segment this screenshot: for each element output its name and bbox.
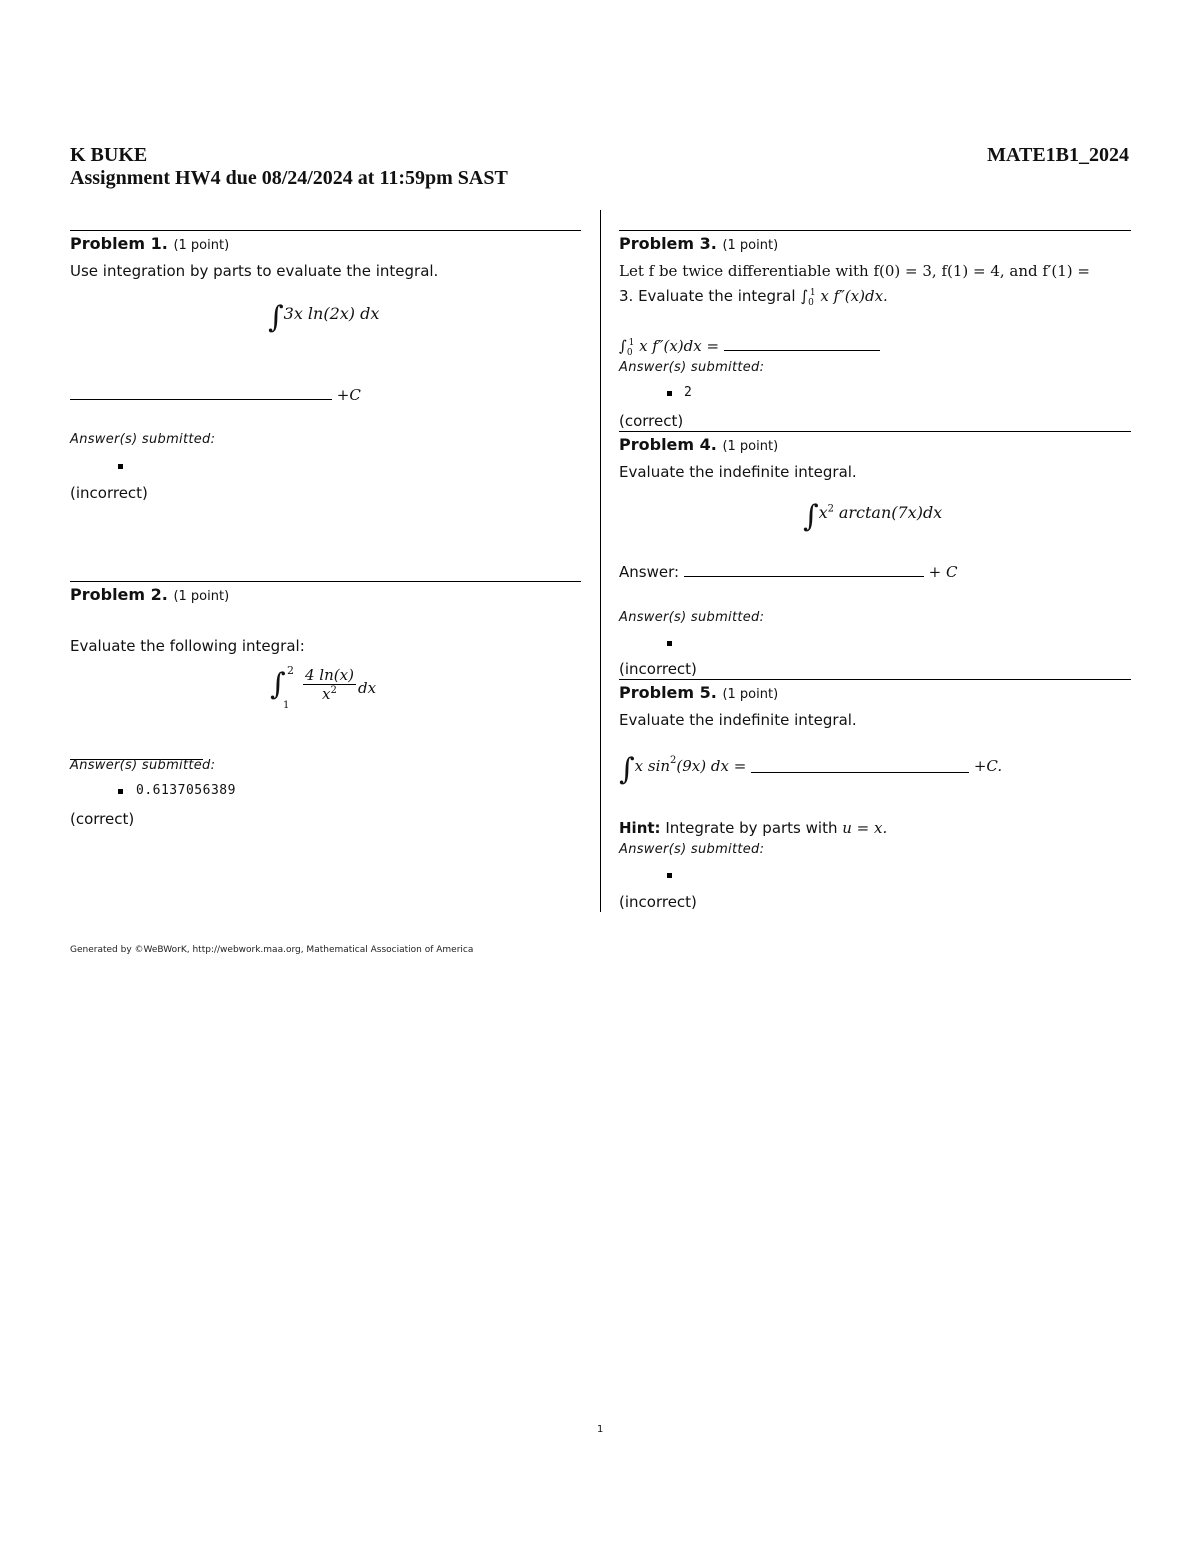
- problem-2-denominator: x: [322, 685, 331, 703]
- problem-5-hint: [619, 819, 887, 837]
- problem-3-answer-bullet: [667, 391, 672, 396]
- problem-3-title: Problem 3.: [619, 234, 717, 253]
- problem-1-integrand: 3x ln(2x) dx: [283, 304, 380, 323]
- problem-2-lower-limit: 1: [283, 700, 290, 711]
- problem-2-text: Evaluate the following integral:: [70, 637, 305, 655]
- problem-4-answer-label: Answer:: [619, 563, 680, 581]
- problem-5-submitted-label: Answer(s) submitted:: [619, 842, 765, 857]
- problem-1-integral: [268, 300, 380, 335]
- problem-3-points: (1 point): [722, 238, 779, 253]
- problem-2-numerator: 4 ln(x): [305, 666, 354, 684]
- problem-5-hint-text: Integrate by parts with: [665, 819, 838, 837]
- problem-2-submitted-label: Answer(s) submitted:: [70, 758, 216, 773]
- problem-4-answer-blank[interactable]: [684, 575, 924, 577]
- problem-3-text-line-2-end: x f″(x)dx.: [820, 287, 888, 305]
- problem-5-integrand-a: x sin: [634, 757, 671, 775]
- problem-1-points: (1 point): [173, 238, 230, 253]
- problem-4-integrand: arctan(7x)dx: [838, 503, 943, 522]
- problem-1-rule: [70, 230, 581, 231]
- student-name: K BUKE: [70, 144, 148, 166]
- problem-3-prompt: x f″(x)dx =: [639, 337, 720, 355]
- problem-4-title: Problem 4.: [619, 435, 717, 454]
- problem-5-answer-blank[interactable]: [751, 771, 969, 773]
- integral-sign-icon: ∫: [270, 667, 286, 702]
- problem-3-text-line-2-start: 3. Evaluate the integral ∫: [619, 287, 809, 305]
- problem-5-heading: [619, 683, 778, 702]
- problem-5-status: (incorrect): [619, 893, 697, 911]
- problem-2-rule: [70, 581, 581, 582]
- column-divider: [600, 210, 601, 912]
- problem-4-submitted-label: Answer(s) submitted:: [619, 610, 765, 625]
- problem-3-text-line-2: 3. Evaluate the integral $\int_0^1$ x f″(x)dx.: [619, 287, 888, 308]
- problem-5-integrand-b: (9x) dx =: [676, 757, 747, 775]
- problem-4-points: (1 point): [722, 439, 779, 454]
- problem-2-upper-limit: 2: [287, 664, 294, 677]
- problem-5-rule: [619, 679, 1131, 680]
- problem-5-hint-math: u = x.: [842, 819, 888, 837]
- problem-5-suffix: +C.: [973, 757, 1003, 775]
- problem-3-status: (correct): [619, 412, 684, 430]
- problem-5-hint-label: Hint:: [619, 819, 661, 837]
- problem-2-status: (correct): [70, 810, 135, 828]
- problem-4-integral: $\int x^2$ arctan(7x)dx: [803, 499, 943, 534]
- problem-1-answer-blank[interactable]: [70, 398, 332, 400]
- problem-5-points: (1 point): [722, 687, 779, 702]
- problem-2-integral: [270, 664, 400, 716]
- problem-3-heading: [619, 234, 778, 253]
- problem-2-title: Problem 2.: [70, 585, 168, 604]
- problem-3-answer-blank[interactable]: [724, 349, 880, 351]
- problem-4-status: (incorrect): [619, 660, 697, 678]
- assignment-title: Assignment HW4 due 08/24/2024 at 11:59pm SAST: [70, 167, 508, 189]
- problem-2-heading: [70, 585, 229, 604]
- problem-1-answer-line: [70, 386, 361, 404]
- problem-1-answer-bullet: [118, 464, 123, 469]
- course-code: MATE1B1_2024: [987, 144, 1129, 166]
- problem-5-title: Problem 5.: [619, 683, 717, 702]
- problem-2-submitted-answer: 0.6137056389: [136, 783, 236, 798]
- problem-4-suffix: + C: [928, 563, 958, 581]
- problem-1-title: Problem 1.: [70, 234, 168, 253]
- problem-3-answer-line: $\int_0^1$ x f″(x)dx =: [619, 337, 880, 358]
- problem-1-suffix: +C: [336, 386, 361, 404]
- problem-2-fraction: $\frac{4 \ln(x)}{x^2}$: [305, 666, 354, 703]
- problem-1-status: (incorrect): [70, 484, 148, 502]
- problem-1-submitted-label: Answer(s) submitted:: [70, 432, 216, 447]
- problem-4-heading: [619, 435, 778, 454]
- problem-4-answer-bullet: [667, 641, 672, 646]
- generated-by-footer: Generated by ©WeBWorK, http://webwork.maa.org, Mathematical Association of America: [70, 945, 474, 955]
- problem-5-text: Evaluate the indefinite integral.: [619, 711, 857, 729]
- page-number: 1: [597, 1424, 604, 1435]
- problem-4-rule: [619, 431, 1131, 432]
- problem-4-text: Evaluate the indefinite integral.: [619, 463, 857, 481]
- problem-1-text: Use integration by parts to evaluate the integral.: [70, 262, 439, 280]
- problem-5-answer-bullet: [667, 873, 672, 878]
- problem-4-answer-line: [619, 563, 957, 581]
- problem-3-submitted-label: Answer(s) submitted:: [619, 360, 765, 375]
- problem-5-integral: ∫x $\sin^2(9x)$ dx = +C.: [619, 752, 1003, 787]
- problem-3-submitted-answer: 2: [684, 385, 693, 400]
- integral-sign-icon: ∫: [803, 499, 819, 534]
- problem-2-answer-bullet: [118, 789, 123, 794]
- problem-3-rule: [619, 230, 1131, 231]
- problem-2-differential: dx: [358, 679, 377, 697]
- problem-1-heading: [70, 234, 229, 253]
- integral-sign-icon: ∫: [268, 300, 284, 335]
- integral-sign-icon: ∫: [619, 752, 635, 787]
- problem-3-text-line-1: Let f be twice differentiable with f(0) = 3, f(1) = 4, and f′(1) =: [619, 262, 1090, 280]
- problem-2-points: (1 point): [173, 589, 230, 604]
